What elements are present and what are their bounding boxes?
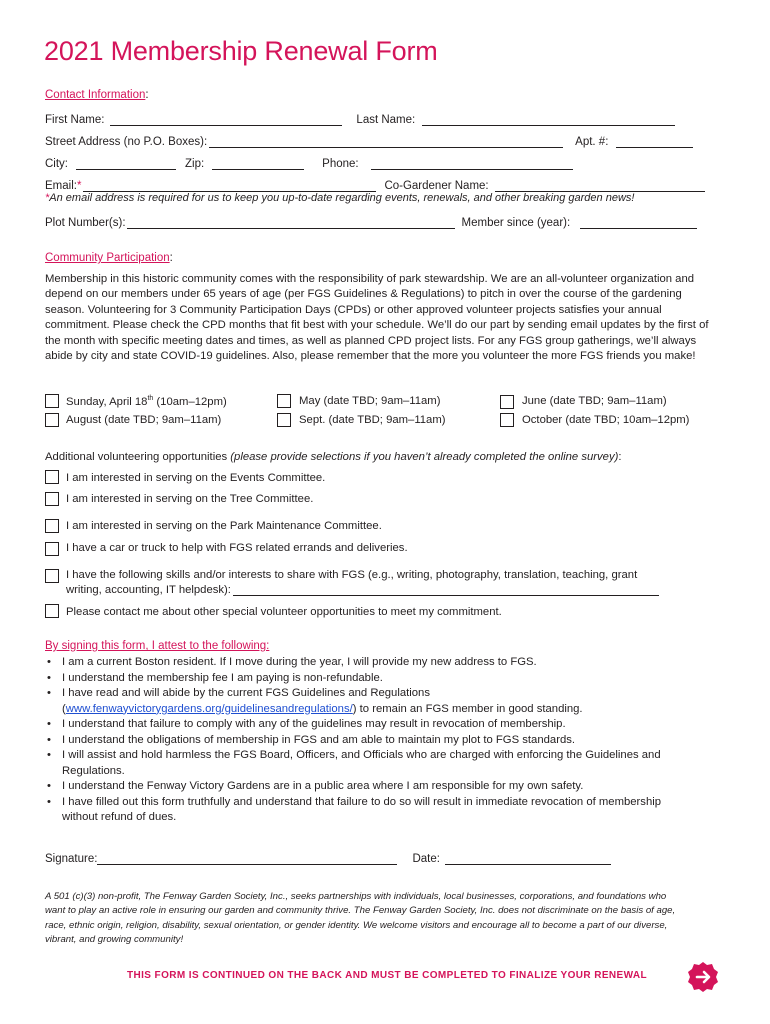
attest-heading-text: By signing this form, I attest to the following: (45, 640, 270, 652)
car-truck-checkbox[interactable] (45, 542, 59, 556)
page-title: 2021 Membership Renewal Form (44, 36, 438, 66)
last-name-label: Last Name: (356, 114, 416, 126)
email-note-text: An email address is required for us to keep you up-to-date regarding events, renewals, and other breaking garden news! (49, 192, 635, 204)
street-label: Street Address (no P.O. Boxes): (45, 136, 208, 148)
cpd-april-checkbox[interactable] (45, 394, 59, 408)
attest-item: • I am a current Boston resident. If I move during the year, I will provide my new address to FGS. (45, 655, 725, 671)
last-name-field[interactable] (422, 114, 675, 126)
car-truck-label: I have a car or truck to help with FGS related errands and deliveries. (66, 542, 408, 554)
member-since-field[interactable] (580, 217, 697, 229)
attest-section-heading (45, 640, 269, 652)
events-committee-label: I am interested in serving on the Events Committee. (66, 472, 326, 484)
cpd-may-label: May (date TBD; 9am–11am) (299, 395, 441, 407)
name-row (45, 110, 714, 126)
opportunities-intro-text: Additional volunteering opportunities (45, 451, 231, 463)
contact-heading-colon: : (145, 89, 149, 101)
contact-me-checkbox[interactable] (45, 604, 59, 618)
guidelines-link[interactable]: www.fenwayvictorygardens.org/guidelinesandregulations/ (65, 702, 353, 715)
apt-field[interactable] (616, 136, 693, 148)
tree-committee-checkbox[interactable] (45, 492, 59, 506)
street-field[interactable] (209, 136, 563, 148)
tree-committee-label: I am interested in serving on the Tree Committee. (66, 493, 314, 505)
continued-notice: THIS FORM IS CONTINUED ON THE BACK AND MUST BE COMPLETED TO FINALIZE YOUR RENEWAL (127, 970, 647, 981)
attest-item: • I understand the Fenway Victory Gardens are in a public area where I am responsible for my own safety. (45, 779, 725, 795)
email-note-asterisk: * (45, 192, 50, 204)
apt-label: Apt. #: (575, 136, 609, 148)
plot-field[interactable] (127, 217, 455, 229)
cpd-april-label (66, 395, 227, 408)
cpd-october-label: October (date TBD; 10am–12pm) (522, 414, 690, 426)
city-field[interactable] (76, 158, 176, 170)
signature-field[interactable] (97, 853, 397, 865)
community-heading-text: Community Participation (45, 252, 170, 264)
zip-label: Zip: (185, 158, 205, 170)
attest-item (45, 686, 725, 717)
zip-field[interactable] (212, 158, 304, 170)
plot-row (45, 213, 714, 229)
email-required-asterisk: * (76, 180, 82, 192)
opportunities-intro-italic: (please provide selections if you haven’t already completed the online survey) (230, 451, 619, 463)
email-row (45, 176, 714, 192)
attest-item: • I have filled out this form truthfully and understand that failure to do so will result in immediate revocation of membership without refund of dues. (45, 795, 725, 826)
skills-label-line2: writing, accounting, IT helpdesk): (66, 584, 231, 596)
attest-item: • I understand the obligations of membership in FGS and am able to maintain my plot to FGS standards. (45, 733, 725, 749)
attest-item: • I will assist and hold harmless the FGS Board, Officers, and Officials who are charged with enforcing the Guidelines and Regulations. (45, 748, 725, 779)
email-label (45, 180, 81, 192)
skills-label-line1: I have the following skills and/or interests to share with FGS (e.g., writing, photography, translation, teaching, grant (66, 569, 638, 581)
cogardener-field[interactable] (495, 180, 705, 192)
first-name-field[interactable] (110, 114, 342, 126)
member-since-label: Member since (year): (461, 217, 571, 229)
attest-link-close: ) to remain an FGS member in good standing. (352, 702, 583, 715)
cpd-april-sup: th (147, 395, 154, 402)
park-maintenance-label: I am interested in serving on the Park Maintenance Committee. (66, 520, 382, 532)
cpd-june-checkbox[interactable] (500, 395, 514, 409)
cpd-june-label: June (date TBD; 9am–11am) (522, 395, 667, 407)
attest-item: • I understand that failure to comply with any of the guidelines may result in revocation of membership. (45, 717, 725, 733)
email-required-note (45, 192, 714, 204)
email-field[interactable] (83, 180, 376, 192)
skills-line2 (66, 584, 661, 596)
attest-item: • I understand the membership fee I am paying is non-refundable. (45, 671, 725, 687)
contact-me-label: Please contact me about other special volunteer opportunities to meet my commitment. (66, 606, 502, 618)
city-label: City: (45, 158, 68, 170)
date-field[interactable] (445, 853, 611, 865)
plot-label: Plot Number(s): (45, 217, 126, 229)
nonprofit-statement: A 501 (c)(3) non-profit, The Fenway Garden Society, Inc., seeks partnerships with individuals, local businesses, corporations, and foundations who want to play an active role in ensuring our garden and community thrive. The Fenway Garden Society, Inc. does not discriminate on the basis of age, race, ethnic origin, religion, disability, sexual orientation, or gender identity. We welcome visitors and encourage all to become a part of our diverse, vibrant, and growing community! (45, 891, 676, 946)
date-label: Date: (412, 853, 440, 865)
cpd-april-text: Sunday, April 18 (66, 395, 148, 408)
cpd-august-checkbox[interactable] (45, 413, 59, 427)
signature-row (45, 849, 714, 865)
arrow-right-badge-icon[interactable] (688, 962, 718, 992)
opportunities-intro-end: : (618, 451, 622, 463)
community-heading-colon: : (169, 252, 173, 264)
email-label-text: Email: (45, 180, 77, 192)
signature-label: Signature: (45, 853, 98, 865)
park-maintenance-checkbox[interactable] (45, 519, 59, 533)
cpd-october-checkbox[interactable] (500, 413, 514, 427)
attest-link-open: ( (62, 702, 66, 715)
contact-heading-text: Contact Information (45, 89, 146, 101)
first-name-label: First Name: (45, 114, 105, 126)
cpd-may-checkbox[interactable] (277, 394, 291, 408)
city-row (45, 154, 714, 170)
community-section-heading (45, 252, 173, 264)
skills-field[interactable] (233, 584, 659, 596)
opportunities-intro (45, 451, 622, 463)
attest-item-guidelines-text: I have read and will abide by the current FGS Guidelines and Regulations (62, 687, 430, 699)
cpd-august-label: August (date TBD; 9am–11am) (66, 414, 222, 426)
phone-label: Phone: (322, 158, 359, 170)
events-committee-checkbox[interactable] (45, 470, 59, 484)
cpd-sept-checkbox[interactable] (277, 413, 291, 427)
contact-section-heading (45, 89, 149, 101)
skills-checkbox[interactable] (45, 569, 59, 583)
cpd-sept-label: Sept. (date TBD; 9am–11am) (299, 414, 446, 426)
cogardener-label: Co-Gardener Name: (384, 180, 489, 192)
phone-field[interactable] (371, 158, 573, 170)
cpd-april-time: (10am–12pm) (153, 395, 227, 408)
street-row (45, 132, 714, 148)
community-paragraph: Membership in this historic community comes with the responsibility of park stewardship. We are an all-volunteer organization and depend on our members under 65 years of age (per FGS Guidelines & Regulations) to pitch in over the course of the gardening season. Volunteering for 3 Community Participation Days (CPDs) or other approved volunteer projects satisfies your annual commitment. Please check the CPD months that fit best with your schedule. We’ll do our part by sending email updates by the first of the month with specific meeting dates and times, as well as planned CPD project lists. For any FGS group gatherings, we’ll always abide by city and state COVID-19 guidelines. Also, please remember that the more you volunteer the more FGS friends you make! (45, 273, 709, 363)
attest-list (45, 655, 725, 826)
